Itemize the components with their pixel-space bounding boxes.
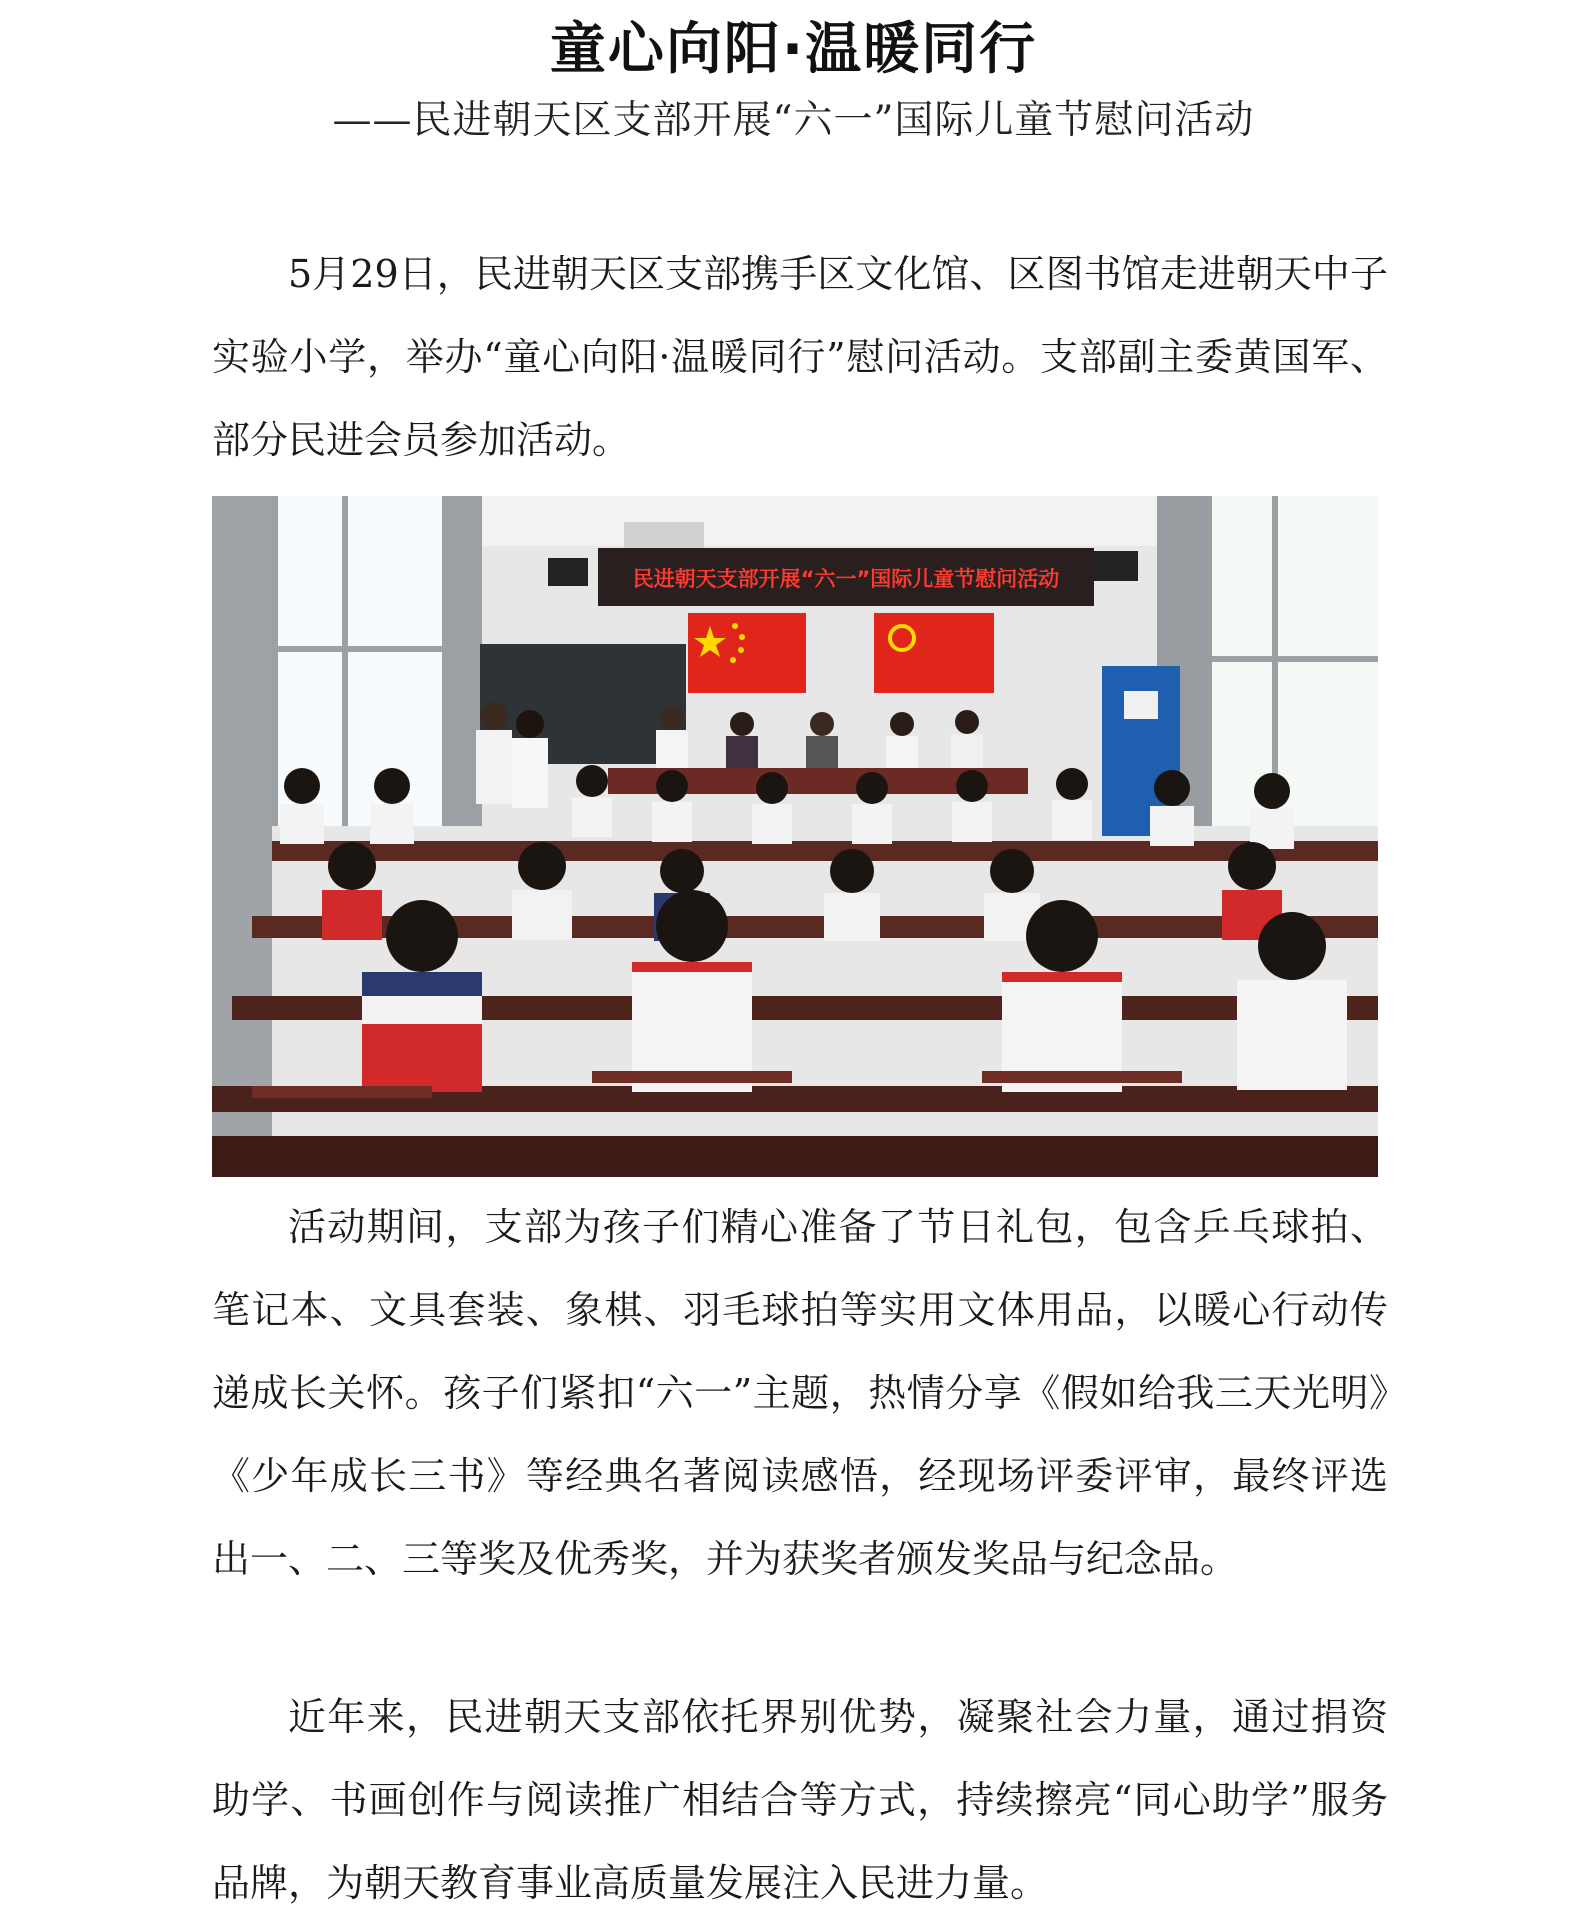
paragraph-1: 5月29日，民进朝天区支部携手区文化馆、区图书馆走进朝天中子实验小学，举办“童心向阳·温暖同行”慰问活动。支部副主委黄国军、部分民进会员参加活动。 — [212, 252, 1388, 462]
banner-text: 民进朝天支部开展“六一”国际儿童节慰问活动 — [632, 567, 1060, 591]
paragraph-3: 近年来，民进朝天支部依托界别优势，凝聚社会力量，通过捐资助学、书画创作与阅读推广相结合等方式，持续擦亮“同心助学”服务品牌，为朝天教育事业高质量发展注入民进力量。 — [212, 1695, 1388, 1905]
paragraph-2: 活动期间，支部为孩子们精心准备了节日礼包，包含乒乓球拍、笔记本、文具套装、象棋、羽毛球拍等实用文体用品，以暖心行动传递成长关怀。孩子们紧扣“六一”主题，热情分享《假如给我三天光明》《少年成长三书》等经典名著阅读感悟，经现场评委评审，最终评选出一、二、三等奖及优秀奖，并为获奖者颁发奖品与纪念品。 — [212, 1205, 1388, 1581]
classroom-scene-image — [212, 496, 1378, 1177]
article-subtitle: ——民进朝天区支部开展“六一”国际儿童节慰问活动 — [332, 98, 1255, 143]
party-flag — [874, 613, 994, 693]
article-title: 童心向阳·温暖同行 — [549, 17, 1038, 82]
event-photo — [212, 496, 1378, 1177]
